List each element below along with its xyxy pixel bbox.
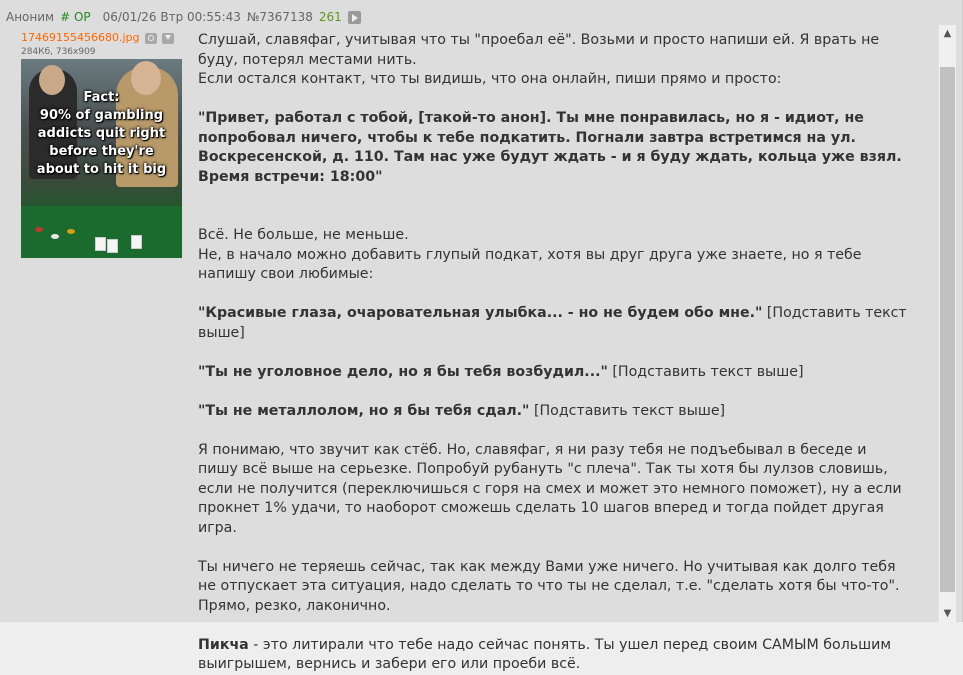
message-quote: "Привет, работал с тобой, [такой-то анон]. Ты мне понравилась, но я - идиот, не попробовал ничего, чтобы к тебе подкатить. Погнали завтра встретимся на ул. Воскресенской, д. 110. Там нас уже будут ждать - и я буду ждать, кольца уже взял. Время встречи: 18:00" — [198, 110, 902, 185]
post-header — [6, 9, 361, 25]
pickup-line-3: "Ты не металлолом, но я бы тебя сдал." [Подставить текст выше] — [198, 402, 726, 419]
message-paragraph: Ты ничего не теряешь сейчас, так как между Вами уже ничего. Но учитывая как долго тебя не отпускает эта ситуация, надо сделать то что ты не сделал, т.е. "сделать хотя бы что-то". Прямо, резко, лаконично. — [198, 558, 900, 614]
image-chip — [35, 227, 43, 232]
search-icon[interactable] — [145, 33, 157, 44]
vertical-scrollbar[interactable] — [938, 25, 956, 622]
download-icon[interactable] — [162, 33, 174, 44]
post-message — [198, 31, 908, 675]
chevron-down-icon[interactable]: ▼ — [943, 608, 952, 619]
pickup-line-2: "Ты не уголовное дело, но я бы тебя возбудил..." [Подставить текст выше] — [198, 363, 804, 380]
message-paragraph: Всё. Не больше, не меньше. — [198, 227, 409, 243]
image-chip — [67, 229, 75, 234]
message-paragraph: Пикча - это литирали что тебе надо сейчас понять. Ты ушел перед своим САМЫМ большим выигрышем, вернись и забери его или проеби всё. — [198, 636, 892, 672]
author-name: Аноним — [6, 10, 55, 24]
reply-count: 261 — [318, 10, 342, 24]
file-info — [21, 31, 174, 58]
file-meta: 284Кб, 736x909 — [21, 47, 96, 57]
scrollbar-thumb[interactable] — [940, 67, 955, 592]
op-tripcode: # OP — [60, 10, 91, 24]
message-paragraph: Не, в начало можно добавить глупый подкат, хотя вы друг друга уже знаете, но я тебе напишу свои любимые: — [198, 246, 862, 282]
file-name-link[interactable]: 17469155456680.jpg — [21, 31, 140, 44]
image-caption: Fact: 90% of gambling addicts quit right before they're about to hit it big — [36, 90, 167, 177]
post-date: 06/01/26 Втр 00:55:43 — [102, 10, 241, 24]
message-paragraph: Слушай, славяфаг, учитывая что ты "проебал её". Возьми и просто напиши ей. Я врать не буду, потерял местами нить. — [198, 32, 880, 68]
post-number-link[interactable]: №7367138 — [246, 10, 313, 24]
message-paragraph: Если остался контакт, что ты видишь, что она онлайн, пиши прямо и просто: — [198, 71, 782, 87]
image-chip — [51, 234, 59, 239]
image-card — [95, 237, 106, 251]
post-image-thumbnail[interactable] — [21, 59, 182, 258]
message-paragraph: Я понимаю, что звучит как стёб. Но, славяфаг, я ни разу тебя не подъебывал в беседе и пишу всё выше на серьезке. Попробуй рубануть "с плеча". Так ты хотя бы лулзов словишь, если не получится (переключишься с горя на смех и может это немного поможет), ну а если прокнет 1% удачи, то наоборот сможешь сделать 10 шагов вперед и тогда пойдет другая игра. — [198, 441, 902, 536]
pickup-line-1: "Красивые глаза, очаровательная улыбка... - но не будем обо мне." [Подставить текст выше] — [198, 305, 907, 341]
image-card — [131, 235, 142, 249]
play-icon[interactable] — [348, 11, 361, 24]
chevron-up-icon[interactable]: ▲ — [943, 28, 952, 39]
image-card — [107, 239, 118, 253]
